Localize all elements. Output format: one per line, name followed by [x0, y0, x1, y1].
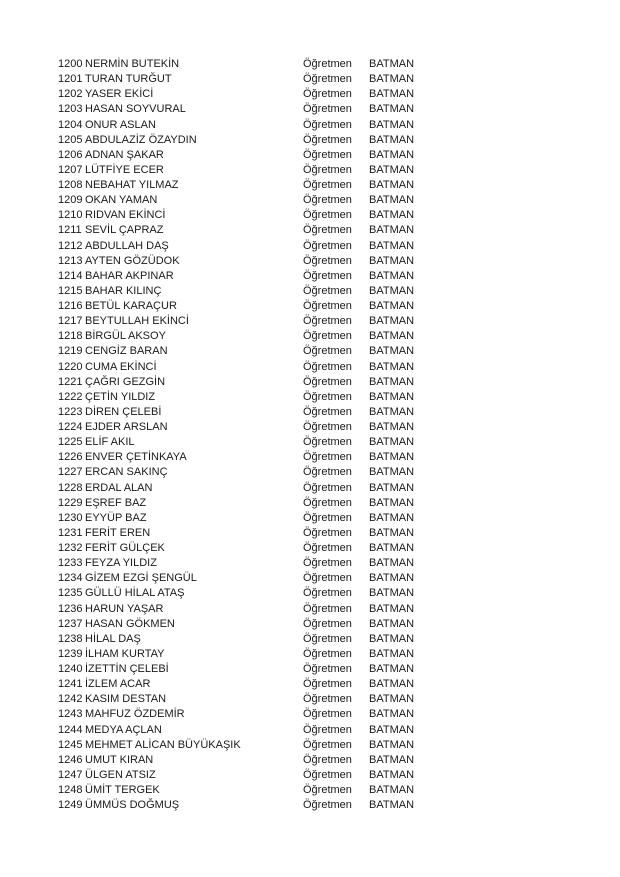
row-number: 1234 — [58, 572, 83, 585]
city-name: BATMAN — [369, 345, 415, 358]
list-row — [58, 269, 438, 284]
city-name: BATMAN — [369, 526, 415, 539]
job-title: Öğretmen — [303, 708, 352, 721]
list-row — [58, 692, 438, 707]
list-row — [58, 586, 438, 601]
row-number: 1238 — [58, 632, 83, 645]
city-name: BATMAN — [369, 330, 415, 343]
city-name: BATMAN — [369, 375, 415, 388]
list-row — [58, 329, 438, 344]
list-row — [58, 435, 438, 450]
person-name: ABDULAZİZ ÖZAYDIN — [85, 133, 197, 146]
list-row — [58, 208, 438, 223]
row-number: 1208 — [58, 179, 83, 191]
person-name: MAHFUZ ÖZDEMİR — [85, 708, 185, 721]
row-number: 1237 — [58, 617, 83, 630]
person-name: İZLEM ACAR — [85, 678, 151, 691]
job-title: Öğretmen — [303, 511, 352, 524]
row-number: 1245 — [58, 738, 83, 751]
list-row — [58, 677, 438, 692]
person-name: EJDER ARSLAN — [85, 421, 168, 433]
row-number: 1231 — [58, 526, 83, 539]
job-title: Öğretmen — [303, 451, 352, 464]
person-name: BAHAR AKPINAR — [85, 269, 174, 282]
city-name: BATMAN — [369, 390, 415, 403]
list-row — [58, 133, 438, 148]
row-number: 1210 — [58, 209, 83, 222]
job-title: Öğretmen — [303, 496, 352, 509]
person-name: GİZEM EZGİ ŞENGÜL — [85, 572, 197, 585]
list-row — [58, 481, 438, 496]
row-number: 1201 — [58, 73, 83, 86]
job-title: Öğretmen — [303, 768, 352, 781]
person-name: OKAN YAMAN — [85, 194, 158, 207]
row-number: 1239 — [58, 647, 83, 660]
city-name: BATMAN — [369, 647, 415, 660]
list-row — [58, 57, 438, 72]
job-title: Öğretmen — [303, 345, 352, 358]
list-row — [58, 390, 438, 405]
city-name: BATMAN — [369, 632, 415, 645]
person-name: HASAN SOYVURAL — [85, 103, 186, 116]
person-name: MEHMET ALİCAN BÜYÜKAŞIK — [85, 738, 241, 751]
row-number: 1232 — [58, 542, 83, 554]
row-number: 1202 — [58, 88, 83, 101]
city-name: BATMAN — [369, 436, 415, 449]
list-row — [58, 465, 438, 480]
list-row — [58, 314, 438, 329]
city-name: BATMAN — [369, 118, 415, 131]
row-number: 1205 — [58, 133, 83, 146]
job-title: Öğretmen — [303, 723, 352, 736]
person-name: NERMİN BUTEKİN — [85, 58, 180, 70]
person-name: LÜTFİYE ECER — [85, 163, 164, 176]
job-title: Öğretmen — [303, 602, 352, 615]
list-row — [58, 738, 438, 753]
city-name: BATMAN — [369, 315, 415, 328]
city-name: BATMAN — [369, 617, 415, 630]
city-name: BATMAN — [369, 738, 415, 751]
row-number: 1236 — [58, 602, 83, 615]
person-name: AYTEN GÖZÜDOK — [85, 254, 180, 267]
list-row — [58, 723, 438, 738]
row-number: 1218 — [58, 330, 83, 343]
job-title: Öğretmen — [303, 360, 352, 373]
city-name: BATMAN — [369, 88, 415, 101]
job-title: Öğretmen — [303, 617, 352, 630]
list-row — [58, 87, 438, 102]
list-row — [58, 239, 438, 254]
person-name: KASIM DESTAN — [85, 693, 167, 706]
row-number: 1222 — [58, 390, 83, 403]
person-name: YASER EKİCİ — [85, 88, 154, 101]
list-row — [58, 375, 438, 390]
city-name: BATMAN — [369, 693, 415, 706]
city-name: BATMAN — [369, 753, 415, 766]
job-title: Öğretmen — [303, 481, 352, 494]
person-name: MEDYA AÇLAN — [85, 723, 162, 736]
city-name: BATMAN — [369, 300, 415, 312]
job-title: Öğretmen — [303, 421, 352, 433]
job-title: Öğretmen — [303, 572, 352, 585]
city-name: BATMAN — [369, 496, 415, 509]
row-number: 1211 — [58, 224, 82, 237]
list-row — [58, 632, 438, 647]
row-number: 1223 — [58, 405, 83, 418]
city-name: BATMAN — [369, 799, 415, 812]
job-title: Öğretmen — [303, 738, 352, 751]
job-title: Öğretmen — [303, 542, 352, 554]
city-name: BATMAN — [369, 678, 415, 691]
list-row — [58, 496, 438, 511]
job-title: Öğretmen — [303, 753, 352, 766]
city-name: BATMAN — [369, 179, 415, 191]
job-title: Öğretmen — [303, 784, 352, 796]
job-title: Öğretmen — [303, 133, 352, 146]
city-name: BATMAN — [369, 58, 415, 70]
person-name: ÇETİN YILDIZ — [85, 390, 156, 403]
city-name: BATMAN — [369, 572, 415, 585]
person-name: EYYÜP BAZ — [85, 511, 147, 524]
job-title: Öğretmen — [303, 647, 352, 660]
job-title: Öğretmen — [303, 269, 352, 282]
row-number: 1248 — [58, 784, 83, 796]
person-name: ÜLGEN ATSIZ — [85, 768, 156, 781]
job-title: Öğretmen — [303, 330, 352, 343]
row-number: 1240 — [58, 663, 83, 675]
city-name: BATMAN — [369, 133, 415, 146]
list-row — [58, 148, 438, 163]
person-name: BİRGÜL AKSOY — [85, 330, 166, 343]
row-number: 1247 — [58, 768, 83, 781]
job-title: Öğretmen — [303, 315, 352, 328]
city-name: BATMAN — [369, 557, 415, 570]
city-name: BATMAN — [369, 224, 415, 237]
row-number: 1219 — [58, 345, 83, 358]
list-row — [58, 602, 438, 617]
job-title: Öğretmen — [303, 179, 352, 191]
row-number: 1220 — [58, 360, 83, 373]
city-name: BATMAN — [369, 209, 415, 222]
row-number: 1225 — [58, 436, 83, 449]
list-row — [58, 571, 438, 586]
job-title: Öğretmen — [303, 526, 352, 539]
list-row — [58, 556, 438, 571]
person-name: SEVİL ÇAPRAZ — [85, 224, 164, 237]
row-number: 1226 — [58, 451, 83, 464]
row-number: 1203 — [58, 103, 83, 116]
list-row — [58, 254, 438, 269]
job-title: Öğretmen — [303, 73, 352, 86]
person-name: FERİT GÜLÇEK — [85, 542, 165, 554]
city-name: BATMAN — [369, 163, 415, 176]
person-name: TURAN TURĞUT — [85, 73, 172, 86]
city-name: BATMAN — [369, 466, 415, 479]
city-name: BATMAN — [369, 663, 415, 675]
job-title: Öğretmen — [303, 163, 352, 176]
city-name: BATMAN — [369, 284, 415, 297]
person-name: FERİT EREN — [85, 526, 151, 539]
city-name: BATMAN — [369, 269, 415, 282]
person-name: ÜMMÜS DOĞMUŞ — [85, 799, 180, 812]
list-row — [58, 420, 438, 435]
row-number: 1216 — [58, 300, 83, 312]
list-row — [58, 662, 438, 677]
row-number: 1209 — [58, 194, 83, 207]
job-title: Öğretmen — [303, 663, 352, 675]
job-title: Öğretmen — [303, 375, 352, 388]
person-name: CUMA EKİNCİ — [85, 360, 157, 373]
job-title: Öğretmen — [303, 587, 352, 600]
person-name: ELİF AKIL — [85, 436, 135, 449]
row-number: 1213 — [58, 254, 83, 267]
list-row — [58, 72, 438, 87]
city-name: BATMAN — [369, 103, 415, 116]
row-number: 1249 — [58, 799, 83, 812]
person-name: ÜMİT TERGEK — [85, 784, 160, 796]
job-title: Öğretmen — [303, 148, 352, 161]
person-name: FEYZA YILDIZ — [85, 557, 157, 570]
city-name: BATMAN — [369, 148, 415, 161]
list-row — [58, 707, 438, 722]
job-title: Öğretmen — [303, 58, 352, 70]
city-name: BATMAN — [369, 405, 415, 418]
row-number: 1243 — [58, 708, 83, 721]
person-name: ÇAĞRI GEZGİN — [85, 375, 166, 388]
city-name: BATMAN — [369, 451, 415, 464]
job-title: Öğretmen — [303, 390, 352, 403]
person-name: GÜLLÜ HİLAL ATAŞ — [85, 587, 185, 600]
person-name: UMUT KIRAN — [85, 753, 154, 766]
job-title: Öğretmen — [303, 436, 352, 449]
person-name: NEBAHAT YILMAZ — [85, 179, 179, 191]
job-title: Öğretmen — [303, 103, 352, 116]
job-title: Öğretmen — [303, 209, 352, 222]
city-name: BATMAN — [369, 784, 415, 796]
row-number: 1206 — [58, 148, 83, 161]
person-name: ERDAL ALAN — [85, 481, 153, 494]
person-name: BEYTULLAH EKİNCİ — [85, 315, 189, 328]
person-name: ABDULLAH DAŞ — [85, 239, 169, 252]
list-row — [58, 511, 438, 526]
list-row — [58, 118, 438, 133]
job-title: Öğretmen — [303, 284, 352, 297]
job-title: Öğretmen — [303, 799, 352, 812]
list-row — [58, 299, 438, 314]
list-row — [58, 450, 438, 465]
person-name: İLHAM KURTAY — [85, 647, 165, 660]
city-name: BATMAN — [369, 723, 415, 736]
city-name: BATMAN — [369, 194, 415, 207]
job-title: Öğretmen — [303, 300, 352, 312]
person-name: İZETTİN ÇELEBİ — [85, 663, 169, 675]
job-title: Öğretmen — [303, 224, 352, 237]
list-row — [58, 178, 438, 193]
person-name: RIDVAN EKİNCİ — [85, 209, 166, 222]
job-title: Öğretmen — [303, 557, 352, 570]
row-number: 1221 — [58, 375, 83, 388]
job-title: Öğretmen — [303, 678, 352, 691]
job-title: Öğretmen — [303, 194, 352, 207]
row-number: 1212 — [58, 239, 83, 252]
row-number: 1246 — [58, 753, 83, 766]
row-number: 1217 — [58, 315, 83, 328]
row-number: 1229 — [58, 496, 83, 509]
city-name: BATMAN — [369, 481, 415, 494]
person-name: EŞREF BAZ — [85, 496, 147, 509]
list-row — [58, 284, 438, 299]
row-number: 1214 — [58, 269, 83, 282]
job-title: Öğretmen — [303, 118, 352, 131]
row-number: 1244 — [58, 723, 83, 736]
row-number: 1207 — [58, 163, 83, 176]
person-name: DİREN ÇELEBİ — [85, 405, 162, 418]
city-name: BATMAN — [369, 587, 415, 600]
list-row — [58, 753, 438, 768]
list-row — [58, 617, 438, 632]
list-row — [58, 783, 438, 798]
person-name: BETÜL KARAÇUR — [85, 300, 177, 312]
row-number: 1235 — [58, 587, 83, 600]
job-title: Öğretmen — [303, 254, 352, 267]
list-row — [58, 541, 438, 556]
list-row — [58, 344, 438, 359]
city-name: BATMAN — [369, 254, 415, 267]
list-row — [58, 768, 438, 783]
list-row — [58, 360, 438, 375]
list-row — [58, 163, 438, 178]
person-name: HARUN YAŞAR — [85, 602, 164, 615]
job-title: Öğretmen — [303, 693, 352, 706]
city-name: BATMAN — [369, 73, 415, 86]
person-name: ENVER ÇETİNKAYA — [85, 451, 187, 464]
job-title: Öğretmen — [303, 239, 352, 252]
list-row — [58, 647, 438, 662]
city-name: BATMAN — [369, 421, 415, 433]
city-name: BATMAN — [369, 708, 415, 721]
row-number: 1241 — [58, 678, 83, 691]
row-number: 1242 — [58, 693, 83, 706]
row-number: 1233 — [58, 557, 83, 570]
row-number: 1215 — [58, 284, 83, 297]
city-name: BATMAN — [369, 511, 415, 524]
staff-list — [58, 57, 438, 813]
city-name: BATMAN — [369, 768, 415, 781]
city-name: BATMAN — [369, 602, 415, 615]
person-name: CENGİZ BARAN — [85, 345, 168, 358]
person-name: HİLAL DAŞ — [85, 632, 141, 645]
row-number: 1227 — [58, 466, 83, 479]
job-title: Öğretmen — [303, 632, 352, 645]
person-name: ERCAN SAKINÇ — [85, 466, 168, 479]
job-title: Öğretmen — [303, 88, 352, 101]
list-row — [58, 102, 438, 117]
city-name: BATMAN — [369, 360, 415, 373]
city-name: BATMAN — [369, 239, 415, 252]
job-title: Öğretmen — [303, 405, 352, 418]
row-number: 1230 — [58, 511, 83, 524]
list-row — [58, 223, 438, 238]
list-row — [58, 193, 438, 208]
person-name: HASAN GÖKMEN — [85, 617, 175, 630]
row-number: 1224 — [58, 421, 83, 433]
row-number: 1204 — [58, 118, 83, 131]
person-name: ADNAN ŞAKAR — [85, 148, 164, 161]
row-number: 1228 — [58, 481, 83, 494]
person-name: ONUR ASLAN — [85, 118, 156, 131]
row-number: 1200 — [58, 58, 83, 70]
list-row — [58, 405, 438, 420]
person-name: BAHAR KILINÇ — [85, 284, 162, 297]
city-name: BATMAN — [369, 542, 415, 554]
list-row — [58, 798, 438, 813]
job-title: Öğretmen — [303, 466, 352, 479]
list-row — [58, 526, 438, 541]
